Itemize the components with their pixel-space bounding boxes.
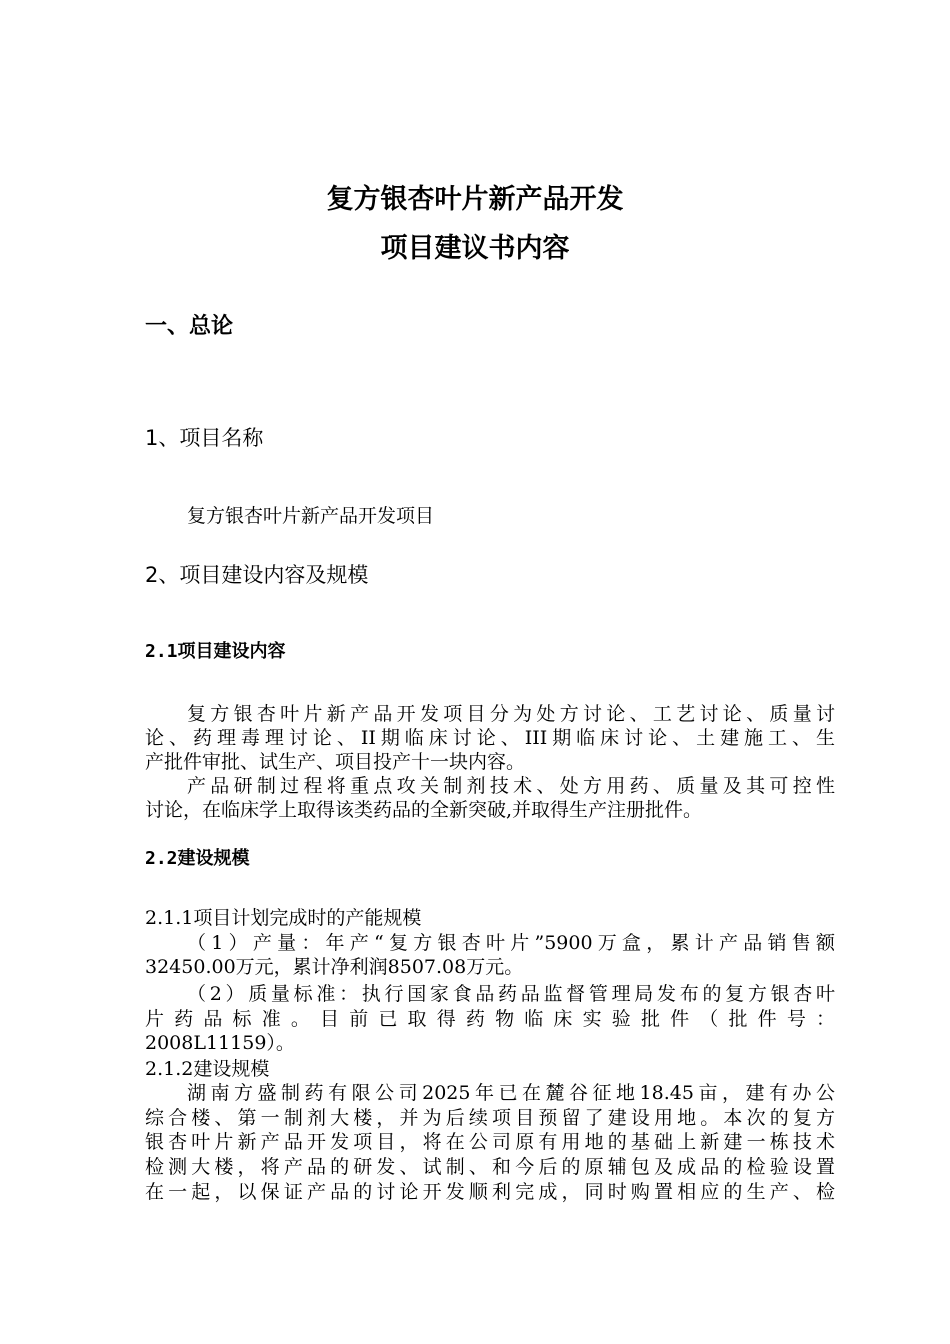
paragraph-line: 综合楼、第一制剂大楼，并为后续项目预留了建设用地。本次的复方	[145, 1107, 835, 1129]
paragraph-line: 检测大楼，将产品的研发、试制、和今后的原辅包及成品的检验设置	[145, 1156, 835, 1178]
paragraph-line: 湖南方盛制药有限公司2025年已在麓谷征地18.45亩，建有办公	[187, 1082, 835, 1104]
paragraph-line: 在一起，以保证产品的讨论开发顺利完成，同时购置相应的生产、检	[145, 1181, 835, 1203]
subsection-heading-2-1-2: 2.1.2建设规模	[145, 1058, 270, 1080]
item-heading-construction: 2、项目建设内容及规模	[145, 563, 369, 587]
paragraph-line: 2008L11159）。	[145, 1032, 295, 1054]
paragraph-line: （1）产量：年产“复方银杏叶片”5900万盒，累计产品销售额	[187, 932, 835, 954]
document-title-line-1: 复方银杏叶片新产品开发	[326, 184, 624, 215]
item-heading-project-name: 1、项目名称	[145, 426, 264, 450]
paragraph-line: 片药品标准。目前已取得药物临床实验批件（批件号：	[145, 1008, 835, 1030]
subsection-heading-2-1: 2.1项目建设内容	[145, 641, 286, 662]
paragraph-line: 产批件审批、试生产、项目投产十一块内容。	[145, 751, 526, 773]
paragraph-line: 论、药理毒理讨论、II期临床讨论、III期临床讨论、土建施工、生	[145, 727, 835, 749]
subsection-heading-2-1-1: 2.1.1项目计划完成时的产能规模	[145, 907, 422, 929]
paragraph-line: 讨论，在临床学上取得该类药品的全新突破,并取得生产注册批件。	[145, 799, 703, 821]
subsection-heading-2-2: 2.2建设规模	[145, 848, 250, 869]
section-heading-general: 一、总论	[145, 314, 234, 339]
paragraph-line: 产品研制过程将重点攻关制剂技术、处方用药、质量及其可控性	[187, 775, 835, 797]
project-name-text: 复方银杏叶片新产品开发项目	[187, 505, 435, 527]
paragraph-line: 银杏叶片新产品开发项目，将在公司原有用地的基础上新建一栋技术	[145, 1131, 835, 1153]
paragraph-line: 32450.00万元，累计净利润8507.08万元。	[145, 956, 524, 978]
paragraph-line: （2）质量标准：执行国家食品药品监督管理局发布的复方银杏叶	[187, 983, 835, 1005]
paragraph-line: 复方银杏叶片新产品开发项目分为处方讨论、工艺讨论、质量讨	[187, 703, 835, 725]
document-title-line-2: 项目建议书内容	[380, 233, 570, 264]
